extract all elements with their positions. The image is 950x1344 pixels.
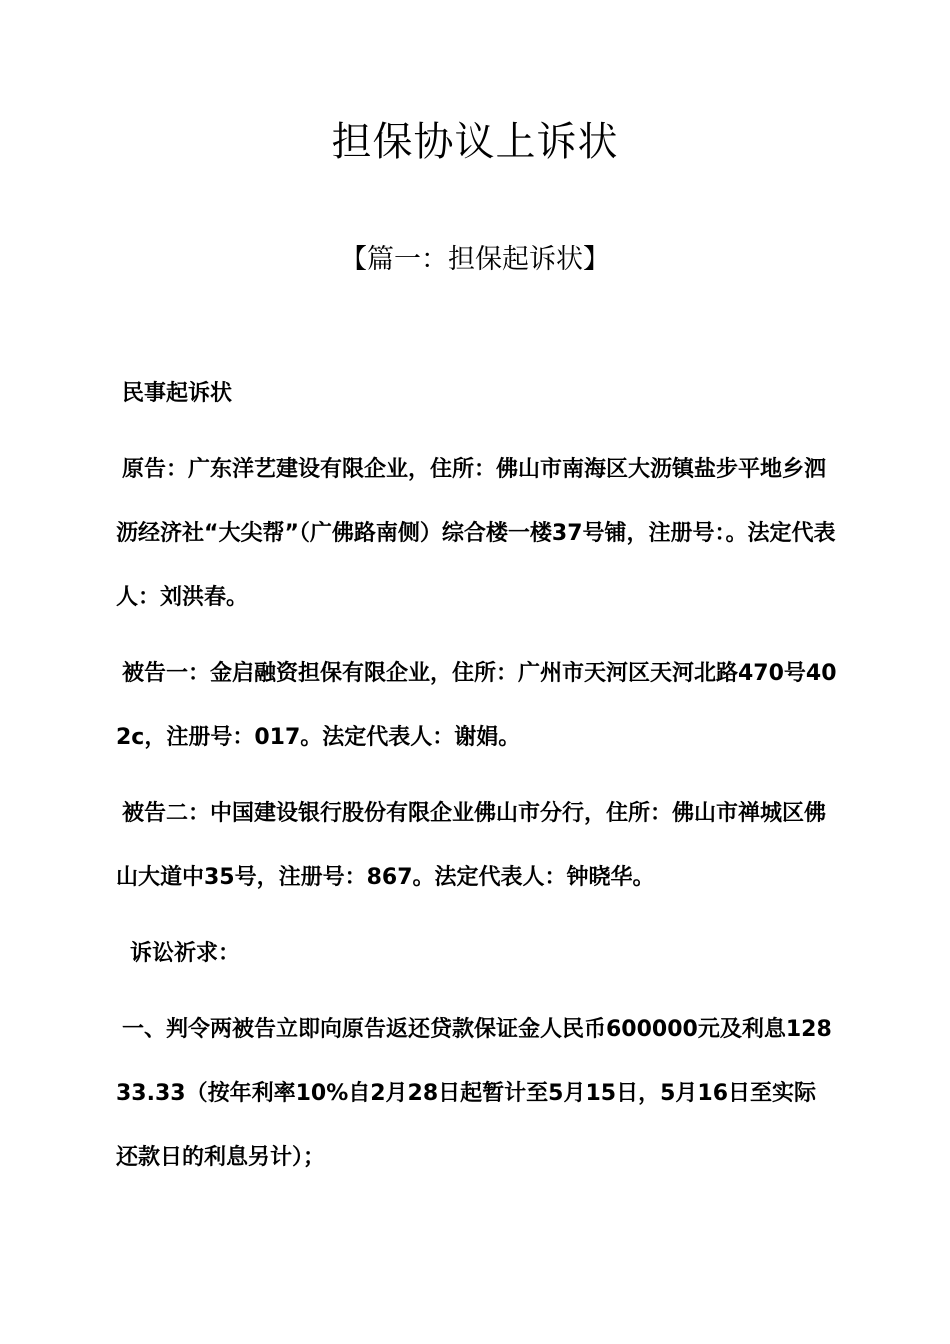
defendant-one-paragraph: 被告一：金启融资担保有限企业，住所：广州市天河区天河北路470号402c，注册号：017。法定代表人：谢娟。 [116,661,837,750]
document-body [116,362,838,1202]
claim-item-1: 一、判令两被告立即向原告返还贷款保证金人民币600000元及利息12833.33（按年利率10%自2月28日起暂计至5月15日，5月16日至实际还款日的利息另计）； [116,1017,832,1170]
plaintiff-paragraph: 原告：广东洋艺建设有限企业，住所：佛山市南海区大沥镇盐步平地乡泗沥经济社“大尖帮”（广佛路南侧）综合楼一楼37号铺，注册号：。法定代表人：刘洪春。 [116,457,836,610]
document-subtitle: 【篇一：担保起诉状】 [340,244,610,275]
complaint-heading: 民事起诉状 [122,381,233,406]
defendant-two-paragraph: 被告二：中国建设银行股份有限企业佛山市分行，住所：佛山市禅城区佛山大道中35号，注册号：867。法定代表人：钟晓华。 [116,801,827,890]
document-title: 担保协议上诉状 [331,119,619,165]
claims-heading: 诉讼祈求： [130,941,241,966]
